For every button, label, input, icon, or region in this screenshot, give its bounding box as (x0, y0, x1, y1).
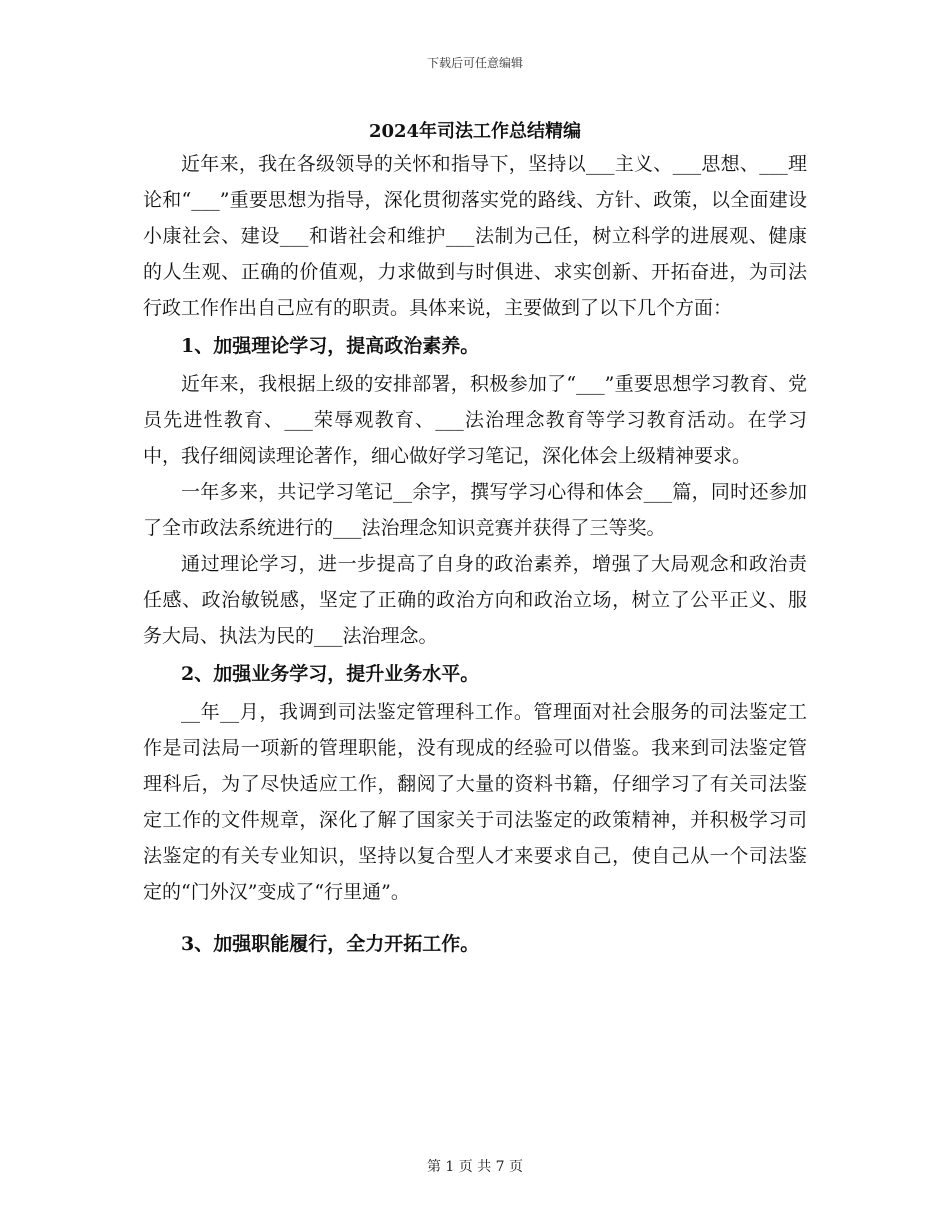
page-header: 下载后可任意编辑 (426, 56, 523, 70)
section-heading-3: 3、加强职能履行，全力开拓工作。 (181, 933, 480, 955)
body-paragraph: 通过理论学习，进一步提高了自身的政治素养，增强了大局观念和政治责任感、政治敏锐感，坚定了正确的政治方向和政治立场，树立了公平正义、服务大局、执法为民的___法治理念。 (143, 553, 807, 647)
intro-paragraph: 近年来，我在各级领导的关怀和指导下，坚持以___主义、___思想、___理论和“___”重要思想为指导，深化贯彻落实党的路线、方针、政策，以全面建设小康社会、建设___和谐社会和维护___法制为己任，树立科学的进展观、健康的人生观、正确的价值观，力求做到与时俱进、求实创新、开拓奋进，为司法行政工作作出自己应有的职责。具体来说，主要做到了以下几个方面： (143, 153, 807, 319)
body-paragraph: __年__月，我调到司法鉴定管理科工作。管理面对社会服务的司法鉴定工作是司法局一项新的管理职能，没有现成的经验可以借鉴。我来到司法鉴定管理科后，为了尽快适应工作，翻阅了大量的资料书籍，仔细学习了有关司法鉴定工作的文件规章，深化了解了国家关于司法鉴定的政策精神，并积极学习司法鉴定的有关专业知识，坚持以复合型人才来要求自己，使自己从一个司法鉴定的“门外汉”变成了“行里通”。 (143, 701, 807, 903)
body-paragraph: 一年多来，共记学习笔记__余字，撰写学习心得和体会___篇，同时还参加了全市政法系统进行的___法治理念知识竞赛并获得了三等奖。 (143, 481, 807, 539)
section-heading-2: 2、加强业务学习，提升业务水平。 (181, 663, 480, 685)
page-number-footer: 第 1 页 共 7 页 (426, 1159, 524, 1175)
document-title: 2024年司法工作总结精编 (368, 121, 582, 142)
body-paragraph: 近年来，我根据上级的安排部署，积极参加了“___”重要思想学习教育、党员先进性教育、___荣辱观教育、___法治理念教育等学习教育活动。在学习中，我仔细阅读理论著作，细心做好学习笔记，深化体会上级精神要求。 (143, 373, 807, 467)
section-heading-1: 1、加强理论学习，提高政治素养。 (181, 335, 480, 357)
document-body (143, 146, 807, 964)
